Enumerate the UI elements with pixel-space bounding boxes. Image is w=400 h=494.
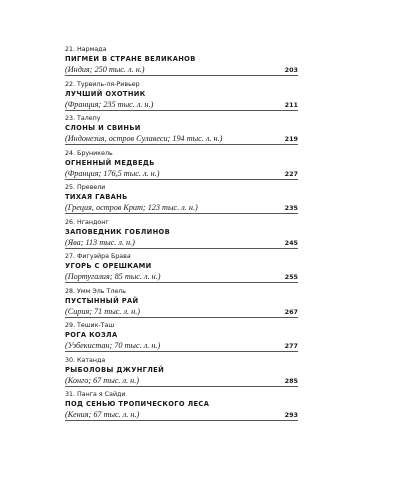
origin-row	[65, 340, 298, 352]
site-name: 22. Турвиль-ля-Ривьер	[65, 80, 140, 88]
toc-entry	[65, 184, 298, 219]
site-name: 28. Умм Эль Тлель	[65, 287, 126, 295]
origin-text: (Сирия; 71 тыс. л. н.)	[65, 306, 140, 316]
origin-row	[65, 237, 298, 249]
toc-entry	[65, 219, 298, 254]
toc-entry	[65, 357, 298, 392]
chapter-title: ПИГМЕИ В СТРАНЕ ВЕЛИКАНОВ	[65, 55, 196, 63]
page-number: 285	[284, 376, 298, 385]
site-name: 25. Превели	[65, 184, 106, 191]
page-number: 293	[284, 411, 298, 419]
page-number: 245	[284, 238, 298, 247]
origin-text: (Узбекистан; 70 тыс. л. н.)	[65, 341, 161, 350]
origin-text: (Ява; 113 тыс. л. н.)	[65, 237, 135, 247]
toc-entry	[65, 322, 298, 357]
chapter-title: СЛОНЫ И СВИНЬИ	[65, 124, 141, 132]
site-name: 31. Панга я Сайди	[65, 391, 126, 398]
page-number: 255	[284, 273, 298, 281]
page-number: 235	[284, 204, 298, 212]
toc-entry	[65, 115, 298, 150]
origin-text: (Конго; 67 тыс. л. н.)	[65, 375, 139, 385]
origin-row	[65, 202, 298, 214]
toc-entry	[65, 150, 298, 185]
page-number: 219	[284, 135, 298, 143]
chapter-title: ТИХАЯ ГАВАНЬ	[65, 193, 128, 201]
toc-entry	[65, 288, 298, 323]
page-number: 267	[284, 307, 298, 316]
origin-row	[65, 409, 298, 421]
toc-entry	[65, 46, 298, 81]
site-name: 24. Бруникель	[65, 149, 113, 157]
toc-entry	[65, 253, 298, 288]
origin-text: (Индия; 250 тыс. л. н.)	[65, 65, 145, 74]
origin-row	[65, 64, 298, 76]
chapter-title: ЛУЧШИЙ ОХОТНИК	[65, 89, 146, 98]
origin-text: (Португалия; 85 тыс. л. н.)	[65, 272, 161, 281]
origin-text: (Кения; 67 тыс. л. н.)	[65, 410, 140, 419]
origin-row	[65, 99, 298, 111]
toc-entry	[65, 391, 298, 426]
chapter-title: ПОД СЕНЬЮ ТРОПИЧЕСКОГО ЛЕСА	[65, 400, 210, 408]
site-name: 23. Талепу	[65, 115, 101, 122]
table-of-contents	[65, 46, 298, 426]
page-number: 227	[284, 169, 298, 178]
origin-row	[65, 306, 298, 318]
site-name: 29. Тешик-Таш	[65, 322, 115, 329]
chapter-title: УГОРЬ С ОРЕШКАМИ	[65, 262, 152, 270]
chapter-title: РОГА КОЗЛА	[65, 331, 118, 339]
toc-entry	[65, 81, 298, 116]
origin-text: (Франция; 176,5 тыс. л. н.)	[65, 168, 160, 178]
origin-text: (Индонезия, остров Сулавеси; 194 тыс. л. н.)	[65, 134, 223, 143]
page-number: 277	[284, 342, 298, 350]
origin-text: (Франция; 235 тыс. л. н.)	[65, 99, 154, 109]
origin-row	[65, 133, 298, 145]
origin-row	[65, 168, 298, 180]
origin-row	[65, 271, 298, 283]
chapter-title: РЫБОЛОВЫ ДЖУНГЛЕЙ	[65, 365, 165, 374]
origin-text: (Греция, остров Крит; 123 тыс. л. н.)	[65, 203, 198, 212]
chapter-title: ПУСТЫННЫЙ РАЙ	[65, 296, 139, 305]
site-name: 30. Катанда	[65, 356, 106, 364]
chapter-title: ОГНЕННЫЙ МЕДВЕДЬ	[65, 158, 155, 167]
site-name: 26. Нгандонг	[65, 218, 109, 226]
origin-row	[65, 375, 298, 387]
site-name: 27. Фигуэйра Брава	[65, 253, 131, 260]
chapter-title: ЗАПОВЕДНИК ГОБЛИНОВ	[65, 227, 171, 236]
page-number: 203	[284, 66, 298, 74]
page-number: 211	[284, 100, 298, 109]
site-name: 21. Нармада	[65, 46, 107, 53]
